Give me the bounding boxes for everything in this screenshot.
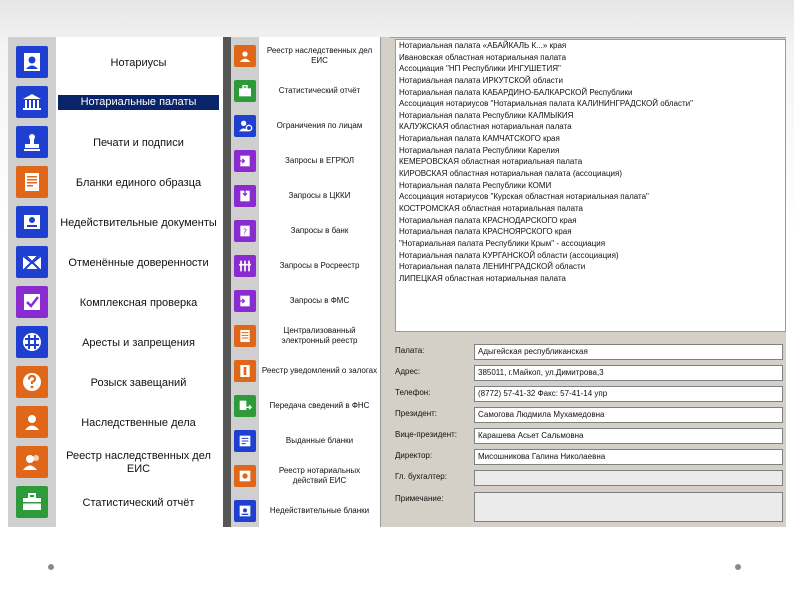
request-fms-icon [234, 290, 256, 312]
field-label: Директор: [395, 451, 433, 460]
sec-item-invalid-blanks[interactable] [231, 494, 380, 528]
nav-item-invalid-documents[interactable] [8, 203, 223, 243]
list-item[interactable]: Ивановская областная нотариальная палата [399, 52, 567, 62]
briefcase-icon [16, 486, 48, 518]
left-navigation-panel [8, 37, 223, 527]
sec-item-label: Запросы в банк [290, 226, 349, 235]
nav-item-inheritance-cases[interactable] [8, 403, 223, 443]
slide-bullet-dot [48, 564, 54, 570]
field-label: Примечание: [395, 494, 444, 503]
pledge-registry-icon [234, 360, 256, 382]
nav-item-will-search[interactable] [8, 363, 223, 403]
invalid-blanks-icon [234, 500, 256, 522]
nav-item-inheritance-registry[interactable] [8, 443, 223, 483]
person-restriction-icon [234, 115, 256, 137]
nav-item-label: Аресты и запрещения [82, 336, 195, 349]
sec-item-issued-blanks[interactable] [231, 424, 380, 458]
nav-item-arrests[interactable] [8, 323, 223, 363]
sec-item-label: Выданные бланки [285, 436, 354, 445]
nav-item-unified-blanks[interactable] [8, 163, 223, 203]
note-field[interactable] [474, 492, 783, 522]
form-row-phone [390, 384, 786, 404]
sec-item-label: Запросы в Росреестр [279, 261, 360, 270]
sec-item-label: Реестр наследственных дел ЕИС [266, 46, 373, 65]
form-row-vice-president [390, 426, 786, 446]
list-item[interactable]: Нотариальная палата ИРКУТСКОЙ области [399, 75, 563, 85]
sec-item-person-restrictions[interactable] [231, 109, 380, 143]
inheritance-registry-icon [16, 446, 48, 478]
notary-chamber-building-icon [16, 86, 48, 118]
complex-check-icon [16, 286, 48, 318]
list-item[interactable]: Ассоциация нотариусов "Нотариальная палата КАЛИНИНГРАДСКОЙ области" [399, 99, 693, 109]
list-item[interactable]: Ассоциация "НП Республики ИНГУШЕТИЯ" [399, 64, 561, 74]
form-row-address [390, 363, 786, 383]
request-ckki-icon [234, 185, 256, 207]
list-item[interactable]: Нотариальная палата КУРГАНСКОЙ области (ассоциация) [399, 250, 619, 260]
field-label: Вице-президент: [395, 430, 458, 439]
phone-field[interactable]: (8772) 57-41-32 Факс: 57-41-14 упр [474, 386, 783, 402]
chamber-name-field[interactable]: Адыгейская республиканская [474, 344, 783, 360]
sec-item-statistical-report[interactable] [231, 74, 380, 108]
list-item[interactable]: "Нотариальная палата Республики Крым" - ассоциация [399, 238, 606, 248]
notary-person-icon [16, 46, 48, 78]
sec-item-pledge-registry[interactable] [231, 354, 380, 388]
form-row-chamber [390, 342, 786, 362]
request-egrul-icon [234, 150, 256, 172]
nav-item-statistical-report[interactable] [8, 483, 223, 523]
nav-item-notary-chambers[interactable] [8, 83, 223, 123]
list-item[interactable]: КОСТРОМСКАЯ областная нотариальная палата [399, 203, 583, 213]
list-item[interactable]: Нотариальная палата КАМЧАТСКОГО края [399, 134, 560, 144]
field-label: Палата: [395, 346, 425, 355]
list-item[interactable]: КАЛУЖСКАЯ областная нотариальная палата [399, 122, 572, 132]
stamp-icon [16, 126, 48, 158]
field-label: Гл. бухгалтер: [395, 472, 447, 481]
president-field[interactable]: Самогова Людмила Мухамедовна [474, 407, 783, 423]
sec-item-label: Реестр нотариальных действий ЕИС [278, 466, 361, 485]
sec-item-label: Недействительные бланки [269, 506, 370, 515]
sec-item-label: Ограничения по лицам [276, 121, 363, 130]
chief-accountant-field[interactable] [474, 470, 783, 486]
field-label: Адрес: [395, 367, 421, 376]
address-field[interactable]: 385011, г.Майкоп, ул.Димитрова,3 [474, 365, 783, 381]
sec-item-label: Запросы в ФМС [289, 296, 350, 305]
invalid-document-icon [16, 206, 48, 238]
list-item[interactable]: ЛИПЕЦКАЯ областная нотариальная палата [399, 273, 566, 283]
inheritance-person-icon [16, 406, 48, 438]
nav-item-label: Недействительные документы [60, 216, 217, 229]
list-item[interactable]: Нотариальная палата Республики КОМИ [399, 180, 552, 190]
sec-item-notarial-actions[interactable] [231, 459, 380, 493]
vice-president-field[interactable]: Карашева Асьет Сальмовна [474, 428, 783, 444]
chamber-details-form [390, 340, 786, 527]
sec-item-inheritance-registry[interactable] [231, 39, 380, 73]
list-item[interactable]: КЕМЕРОВСКАЯ областная нотариальная палата [399, 157, 583, 167]
briefcase-icon [234, 80, 256, 102]
inheritance-registry-icon [234, 45, 256, 67]
sec-item-egrul-requests[interactable] [231, 144, 380, 178]
list-item[interactable]: Нотариальная палата Республики Карелия [399, 145, 560, 155]
nav-item-label: Реестр наследственных дел ЕИС [66, 450, 211, 475]
nav-item-label: Бланки единого образца [75, 176, 202, 189]
issued-blanks-icon [234, 430, 256, 452]
cancelled-envelope-icon [16, 246, 48, 278]
sec-item-label: Статистический отчёт [278, 86, 361, 95]
nav-item-label: Наследственные дела [81, 416, 196, 429]
list-item[interactable]: Нотариальная палата КРАСНОДАРСКОГО края [399, 215, 577, 225]
sec-item-label: Запросы в ЕГРЮЛ [285, 156, 354, 165]
list-item[interactable]: Нотариальная палата КАБАРДИНО-БАЛКАРСКОЙ Республики [399, 87, 633, 97]
arrest-grid-icon [16, 326, 48, 358]
nav-item-label-selected: Нотариальные палаты [58, 95, 219, 110]
sec-item-rosreestr-requests[interactable] [231, 249, 380, 283]
panel-splitter[interactable] [223, 37, 231, 527]
slide-bullet-dot [735, 564, 741, 570]
nav-item-cancelled-powers[interactable] [8, 243, 223, 283]
list-item[interactable]: Нотариальная палата «АБАЙКАЛЬ К...» края [399, 41, 567, 50]
panel-splitter[interactable] [380, 37, 390, 527]
question-icon [16, 366, 48, 398]
notary-chambers-list[interactable] [395, 39, 786, 332]
list-item[interactable]: Нотариальная палата КРАСНОЯРСКОГО края [399, 227, 572, 237]
field-label: Президент: [395, 409, 438, 418]
form-row-director [390, 447, 786, 467]
form-row-chief-accountant [390, 468, 786, 488]
sec-item-fms-requests[interactable] [231, 284, 380, 318]
nav-item-label: Отменённые доверенности [68, 256, 209, 269]
nav-item-label: Комплексная проверка [79, 296, 198, 309]
form-row-president [390, 405, 786, 425]
list-item[interactable]: Ассоциация нотариусов "Курская областная нотариальная палата" [399, 192, 649, 202]
secondary-navigation-panel [231, 37, 380, 527]
nav-item-label: Розыск завещаний [90, 376, 187, 389]
fns-transfer-icon [234, 395, 256, 417]
nav-item-label: Нотариусы [110, 56, 167, 69]
director-field[interactable]: Мисошникова Галина Николаевна [474, 449, 783, 465]
field-label: Телефон: [395, 388, 431, 397]
sec-item-label: Реестр уведомлений о залогах [261, 366, 378, 375]
sec-item-bank-requests[interactable] [231, 214, 380, 248]
sec-item-fns-transfer[interactable] [231, 389, 380, 423]
nav-item-label: Статистический отчёт [82, 496, 195, 509]
nav-item-complex-check[interactable] [8, 283, 223, 323]
sec-item-ckki-requests[interactable] [231, 179, 380, 213]
nav-item-stamps[interactable] [8, 123, 223, 163]
sec-item-label: Централизованный электронный реестр [281, 326, 358, 345]
list-item[interactable]: Нотариальная палата Республики КАЛМЫКИЯ [399, 110, 574, 120]
blank-form-icon [16, 166, 48, 198]
request-rosreestr-icon [234, 255, 256, 277]
request-bank-icon [234, 220, 256, 242]
notarial-actions-icon [234, 465, 256, 487]
svg-text:?: ? [242, 227, 248, 237]
nav-item-notaries[interactable] [8, 43, 223, 83]
nav-item-label: Печати и подписи [93, 136, 184, 149]
list-item[interactable]: КИРОВСКАЯ областная нотариальная палата (ассоциация) [399, 169, 623, 179]
sec-item-central-registry[interactable] [231, 319, 380, 353]
sec-item-label: Передача сведений в ФНС [269, 401, 370, 410]
form-row-note [390, 490, 786, 510]
list-item[interactable]: Нотариальная палата ЛЕНИНГРАДСКОЙ области [399, 262, 586, 272]
central-registry-icon [234, 325, 256, 347]
sec-item-label: Запросы в ЦККИ [288, 191, 351, 200]
